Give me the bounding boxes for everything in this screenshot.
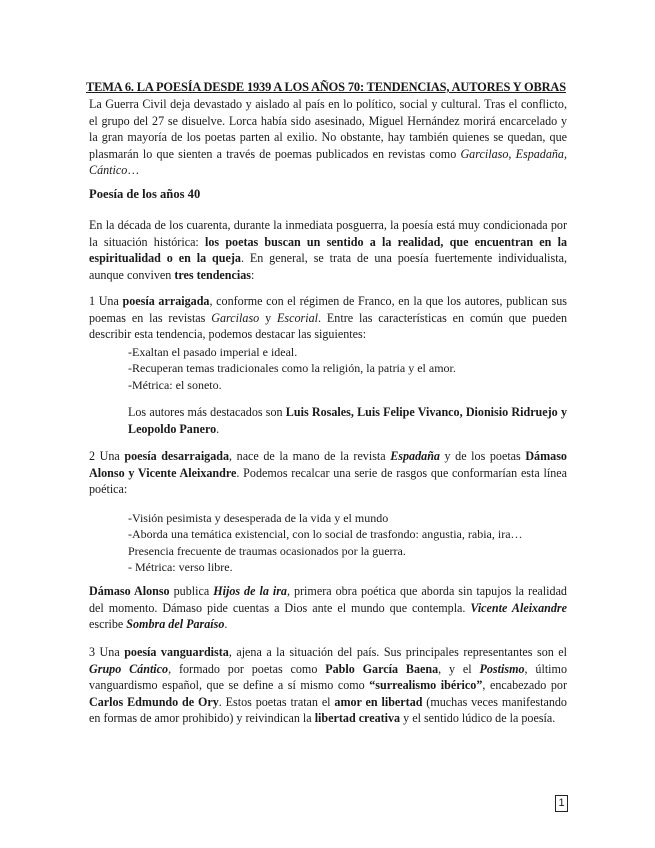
- intro-paragraph: [89, 96, 567, 179]
- vang-bold-3: “surrealismo ibérico”: [369, 678, 483, 693]
- authors-bold: Luis Rosales, Luis Felipe Vivanco, Dionisio Ridruejo y Leopoldo Panero: [128, 405, 567, 436]
- list-item: -Aborda una temática existencial, con lo social de trasfondo: angustia, rabia, ira… Presencia frecuente de traumas ocasionados por la guerra.: [128, 527, 523, 558]
- desarraigada-bolditalic-1: Espadaña: [390, 449, 440, 463]
- vang-text-7: . Estos poetas tratan el: [218, 694, 335, 709]
- vang-bold-5: amor en libertad: [334, 694, 423, 709]
- list-item: -Métrica: el soneto.: [128, 377, 222, 392]
- vang-text-1: 3 Una: [89, 645, 125, 659]
- desarraigada-text-3: y de los poetas: [439, 449, 526, 463]
- arraigada-italic-2: Escorial: [277, 310, 318, 325]
- vang-text-4: , y el: [438, 661, 480, 676]
- vang-bold-1: poesía vanguardista: [124, 645, 229, 659]
- arraigada-italic-1: Garcilaso: [211, 310, 260, 325]
- arraigada-text-2: , conforme con el régimen de Franco, en la que los autores, publican sus poemas en las revistas: [89, 294, 567, 325]
- damaso-text-1: publica: [169, 584, 214, 598]
- list-item: -Recuperan temas tradicionales como la religión, la patria y el amor.: [128, 361, 456, 376]
- arraigada-bold-1: poesía arraigada: [122, 294, 210, 308]
- intro-journals: Garcilaso, Espadaña, Cántico: [89, 146, 568, 178]
- damaso-bold-1: Dámaso Alonso: [89, 584, 170, 598]
- arraigada-text-3: y: [259, 310, 278, 325]
- desarraigada-bold-1: poesía desarraigada: [124, 449, 230, 463]
- damaso-bolditalic-3: Sombra del Paraíso: [126, 617, 225, 632]
- desarraigada-paragraph: [89, 448, 567, 498]
- list-item: -Exaltan el pasado imperial e ideal.: [128, 345, 298, 359]
- vang-text-6: , encabezado por: [482, 678, 567, 693]
- authors-text-2: .: [216, 421, 220, 436]
- vang-bold-6: libertad creativa: [314, 711, 401, 726]
- vang-bolditalic-2: Postismo: [479, 661, 525, 676]
- vang-bold-2: Pablo García Baena: [325, 661, 439, 676]
- intro-ellipsis: …: [127, 163, 140, 178]
- vang-text-3: , formado por poetas como: [168, 661, 326, 676]
- desarraigada-text-1: 2 Una: [89, 449, 125, 463]
- overview-text-2: . En general, se trata de una poesía fuertemente individualista, aunque conviven: [89, 251, 567, 282]
- damaso-text-3: escribe: [89, 617, 127, 632]
- overview-bold-2: tres tendencias: [174, 267, 252, 282]
- vang-text-8: (muchas veces manifestando en formas de amor prohibido) y reivindican la: [89, 694, 567, 726]
- damaso-text-4: .: [224, 617, 228, 632]
- damaso-bolditalic-1: Hijos de la ira: [213, 584, 287, 598]
- section-heading: Poesía de los años 40: [89, 187, 201, 201]
- vang-bold-4: Carlos Edmundo de Ory: [89, 694, 219, 709]
- arraigada-list: [128, 344, 568, 393]
- desarraigada-text-2: , nace de la mano de la revista: [229, 449, 391, 463]
- overview-bold-1: los poetas buscan un sentido a la realidad, que encuentran en la espiritualidad o en la queja: [89, 234, 567, 266]
- page-title: TEMA 6. LA POESÍA DESDE 1939 A LOS AÑOS 70: TENDENCIAS, AUTORES Y OBRAS: [86, 80, 566, 94]
- arraigada-paragraph: [89, 293, 567, 343]
- vang-text-5: , último vanguardismo español, que se define a sí mismo como: [89, 661, 567, 693]
- vang-text-2: , ajena a la situación del país. Sus principales representantes son el: [228, 645, 568, 659]
- desarraigada-list: [128, 510, 553, 576]
- vang-text-9: y el sentido lúdico de la poesía.: [400, 711, 556, 726]
- damaso-text-2: , primera obra poética que aborda sin tapujos la realidad del momento. Dámaso pide cuentas a Dios ante el mundo que contempla.: [89, 584, 567, 615]
- arraigada-text-1: 1 Una: [89, 294, 123, 308]
- desarraigada-text-4: . Podemos recalcar una serie de rasgos que conformarían esta línea poética:: [89, 465, 567, 497]
- vang-bolditalic-1: Grupo Cántico: [89, 661, 169, 676]
- arraigada-authors: [128, 404, 567, 437]
- desarraigada-bold-2: Dámaso Alonso y Vicente Aleixandre: [89, 449, 567, 480]
- vanguardista-paragraph: [89, 644, 567, 727]
- arraigada-text-4: . Entre las características en común que pueden describir esta tendencia, podemos destacar las siguientes:: [89, 310, 568, 342]
- overview-text-3: :: [251, 267, 255, 282]
- list-item: -Visión pesimista y desesperada de la vida y el mundo: [128, 511, 389, 525]
- overview-paragraph: [89, 217, 567, 283]
- page-number: 1: [555, 795, 568, 812]
- damaso-bolditalic-2: Vicente Aleixandre: [470, 600, 567, 615]
- damaso-paragraph: [89, 583, 567, 633]
- intro-text: La Guerra Civil deja devastado y aislado al país en lo político, social y cultural. Tras el conflicto, el grupo del 27 se disuelve. Lorca había sido asesinado, Miguel Hernández morirá encarcelado y la gran mayoría de los poetas parten al exilio. No obstante, hay también quienes se quedan, que plasmarán lo que sienten a través de poemas publicados en revistas como: [89, 97, 567, 161]
- authors-text-1: Los autores más destacados son: [128, 405, 286, 419]
- overview-text-1: En la década de los cuarenta, durante la inmediata posguerra, la poesía está muy condicionada por la situación histórica:: [89, 218, 567, 249]
- list-item: - Métrica: verso libre.: [128, 560, 233, 575]
